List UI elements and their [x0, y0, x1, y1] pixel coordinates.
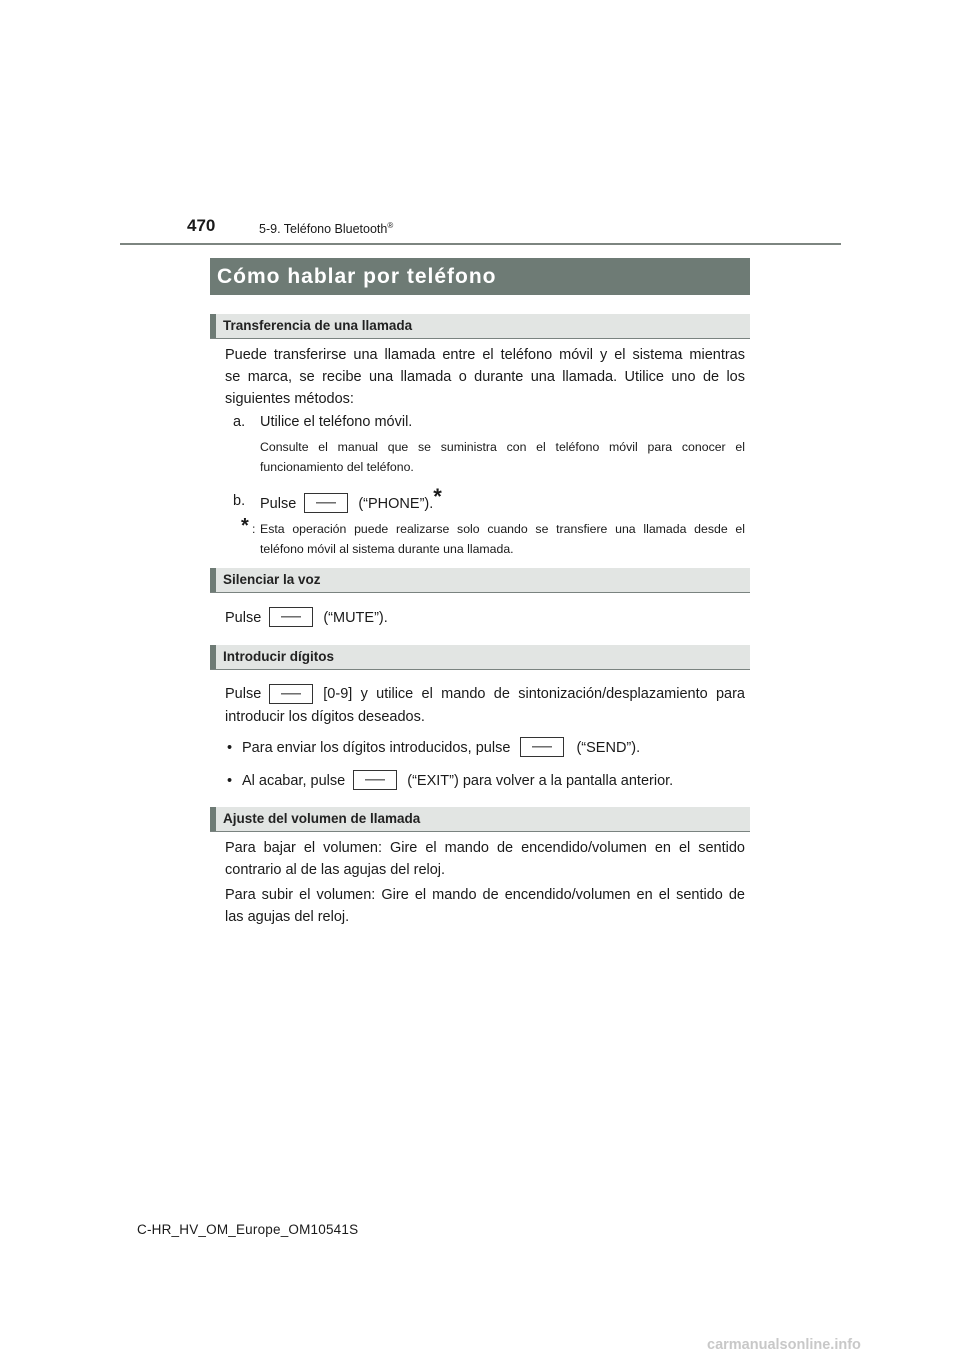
digits-button[interactable] — [269, 684, 313, 704]
page-title: Cómo hablar por teléfono — [210, 258, 750, 295]
footnote-line: teléfono móvil al sistema durante una llamada. — [260, 542, 514, 556]
volume-down — [225, 837, 745, 881]
footnote — [260, 519, 745, 559]
digits-pre: Pulse — [225, 686, 262, 702]
section-path-text: 5-9. Teléfono Bluetooth — [259, 222, 388, 237]
section-path — [259, 221, 393, 236]
volume-up — [225, 884, 745, 928]
exit-line — [242, 770, 673, 792]
mute-post: (“MUTE”). — [323, 610, 388, 626]
section-heading-transfer — [210, 314, 750, 339]
volume-up-line: Para subir el volumen: Gire el mando de encendido/volumen en el sentido de — [225, 887, 745, 903]
digits-line-2: introducir los dígitos deseados. — [225, 709, 425, 725]
phone-button[interactable] — [304, 493, 348, 513]
document-code: C-HR_HV_OM_Europe_OM10541S — [137, 1222, 359, 1237]
method-a-note-line: funcionamiento del teléfono. — [260, 460, 414, 474]
exit-pre: Al acabar, pulse — [242, 773, 346, 789]
transfer-intro-line: se marca, se recibe una llamada o durante una llamada. Utilice uno de los — [225, 369, 745, 385]
send-line — [242, 737, 640, 759]
section-heading-volume — [210, 807, 750, 832]
method-a-text: Utilice el teléfono móvil. — [260, 414, 413, 430]
mute-button[interactable] — [269, 607, 313, 627]
footnote-line: Esta operación puede realizarse solo cuando se transfiere una llamada desde el — [260, 522, 745, 536]
exit-bullet: • — [227, 773, 233, 789]
volume-down-line: contrario al de las agujas del reloj. — [225, 862, 446, 878]
section-heading-transfer-label: Transferencia de una llamada — [223, 318, 413, 333]
asterisk-mark: * — [433, 484, 442, 509]
digits-post: [0-9] y utilice el mando de sintonización/desplazamiento para — [323, 686, 745, 702]
transfer-intro-line: siguientes métodos: — [225, 391, 354, 407]
page-number: 470 — [187, 216, 216, 235]
transfer-intro — [225, 344, 745, 410]
exit-post: (“EXIT”) para volver a la pantalla anterior. — [407, 773, 674, 789]
method-a-note-line: Consulte el manual que se suministra con el teléfono móvil para conocer el — [260, 440, 745, 454]
exit-button[interactable] — [353, 770, 397, 790]
registered-mark: ® — [387, 221, 394, 230]
header-rule — [120, 243, 841, 245]
method-b-post: (“PHONE”). — [358, 496, 434, 512]
method-b-line — [260, 484, 442, 515]
method-b-marker: b. — [233, 493, 246, 509]
send-pre: Para enviar los dígitos introducidos, pulse — [242, 740, 511, 756]
method-b-pre: Pulse — [260, 496, 297, 512]
watermark: carmanualsonline.info — [707, 1337, 861, 1353]
mute-line — [225, 607, 388, 629]
section-heading-digits-label: Introducir dígitos — [223, 649, 334, 664]
section-heading-digits — [210, 645, 750, 670]
send-button[interactable] — [520, 737, 564, 757]
footnote-asterisk: * — [241, 515, 249, 537]
method-a-marker: a. — [233, 414, 246, 430]
mute-pre: Pulse — [225, 610, 262, 626]
footnote-colon: : — [252, 522, 256, 536]
send-post: (“SEND”). — [576, 740, 641, 756]
volume-up-line: las agujas del reloj. — [225, 909, 350, 925]
send-bullet: • — [227, 740, 233, 756]
method-a-note — [260, 437, 745, 477]
volume-down-line: Para bajar el volumen: Gire el mando de encendido/volumen en el sentido — [225, 840, 745, 856]
transfer-intro-line: Puede transferirse una llamada entre el teléfono móvil y el sistema mientras — [225, 347, 745, 363]
section-heading-volume-label: Ajuste del volumen de llamada — [223, 811, 421, 826]
digits-line-1 — [225, 683, 745, 705]
section-heading-mute — [210, 568, 750, 593]
section-heading-mute-label: Silenciar la voz — [223, 572, 321, 587]
